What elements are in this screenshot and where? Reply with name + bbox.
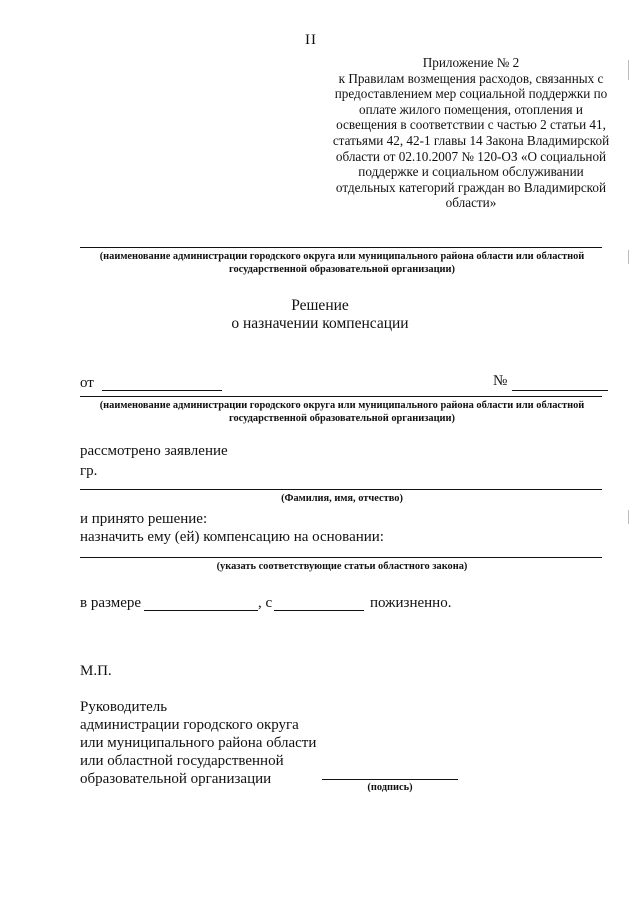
decision-made-label: и принято решение: — [80, 511, 208, 527]
number-field[interactable] — [512, 390, 608, 391]
head-line-3: или муниципального района области — [80, 735, 317, 751]
appendix-header — [330, 55, 612, 211]
considered-label: рассмотрено заявление — [80, 443, 228, 459]
law-basis-field[interactable] — [80, 557, 602, 558]
fio-caption: (Фамилия, имя, отчество) — [281, 493, 403, 504]
start-date-field[interactable] — [274, 610, 364, 611]
head-line-1: Руководитель — [80, 699, 168, 715]
lifetime-label: пожизненно. — [370, 595, 452, 611]
org-caption-2: (наименование администрации городского округа или муниципального района области или областной государственной образовательной организации) — [99, 400, 585, 424]
citizen-label: гр. — [80, 463, 98, 479]
org-name-line-1[interactable] — [80, 247, 602, 248]
amount-label: в размере — [80, 595, 142, 611]
date-field[interactable] — [102, 390, 222, 391]
head-line-2: администрации городского округа — [80, 717, 299, 733]
law-caption: (указать соответствующие статьи областного закона) — [216, 561, 468, 572]
from-date-label: , с — [258, 595, 273, 611]
head-line-5: образовательной организации — [80, 771, 272, 787]
number-label: № — [493, 373, 508, 389]
scan-mark — [628, 510, 635, 524]
page-number: II — [305, 32, 317, 48]
from-label: от — [80, 375, 94, 391]
decision-subtitle: о назначении компенсации — [231, 315, 409, 332]
org-name-line-2[interactable] — [80, 396, 602, 397]
assign-text: назначить ему (ей) компенсацию на основании: — [80, 529, 384, 545]
signature-caption: (подпись) — [367, 782, 413, 793]
signature-field[interactable] — [322, 779, 458, 780]
scan-mark — [628, 250, 635, 264]
decision-title: Решение — [291, 297, 349, 314]
amount-field[interactable] — [144, 610, 258, 611]
stamp-label: М.П. — [80, 663, 112, 679]
scan-mark — [628, 60, 635, 80]
appendix-title: Приложение № 2 — [422, 55, 520, 70]
appendix-text: к Правилам возмещения расходов, связанных с предоставлением мер социальной поддержки по оплате жилого помещения, отопления и освещения в соответствии с частью 2 статьи 41, статьями 42, 42-1 главы 14 Закона Владимирской области от 02.10.2007 № 120-ОЗ «О социальной поддержке и социальном обслуживании отдельных категорий граждан во Владимирской области» — [332, 70, 610, 211]
org-caption-1: (наименование администрации городского округа или муниципального района области или областной государственной образовательной организации) — [99, 251, 585, 275]
head-line-4: или областной государственной — [80, 753, 284, 769]
fio-field[interactable] — [80, 489, 602, 490]
